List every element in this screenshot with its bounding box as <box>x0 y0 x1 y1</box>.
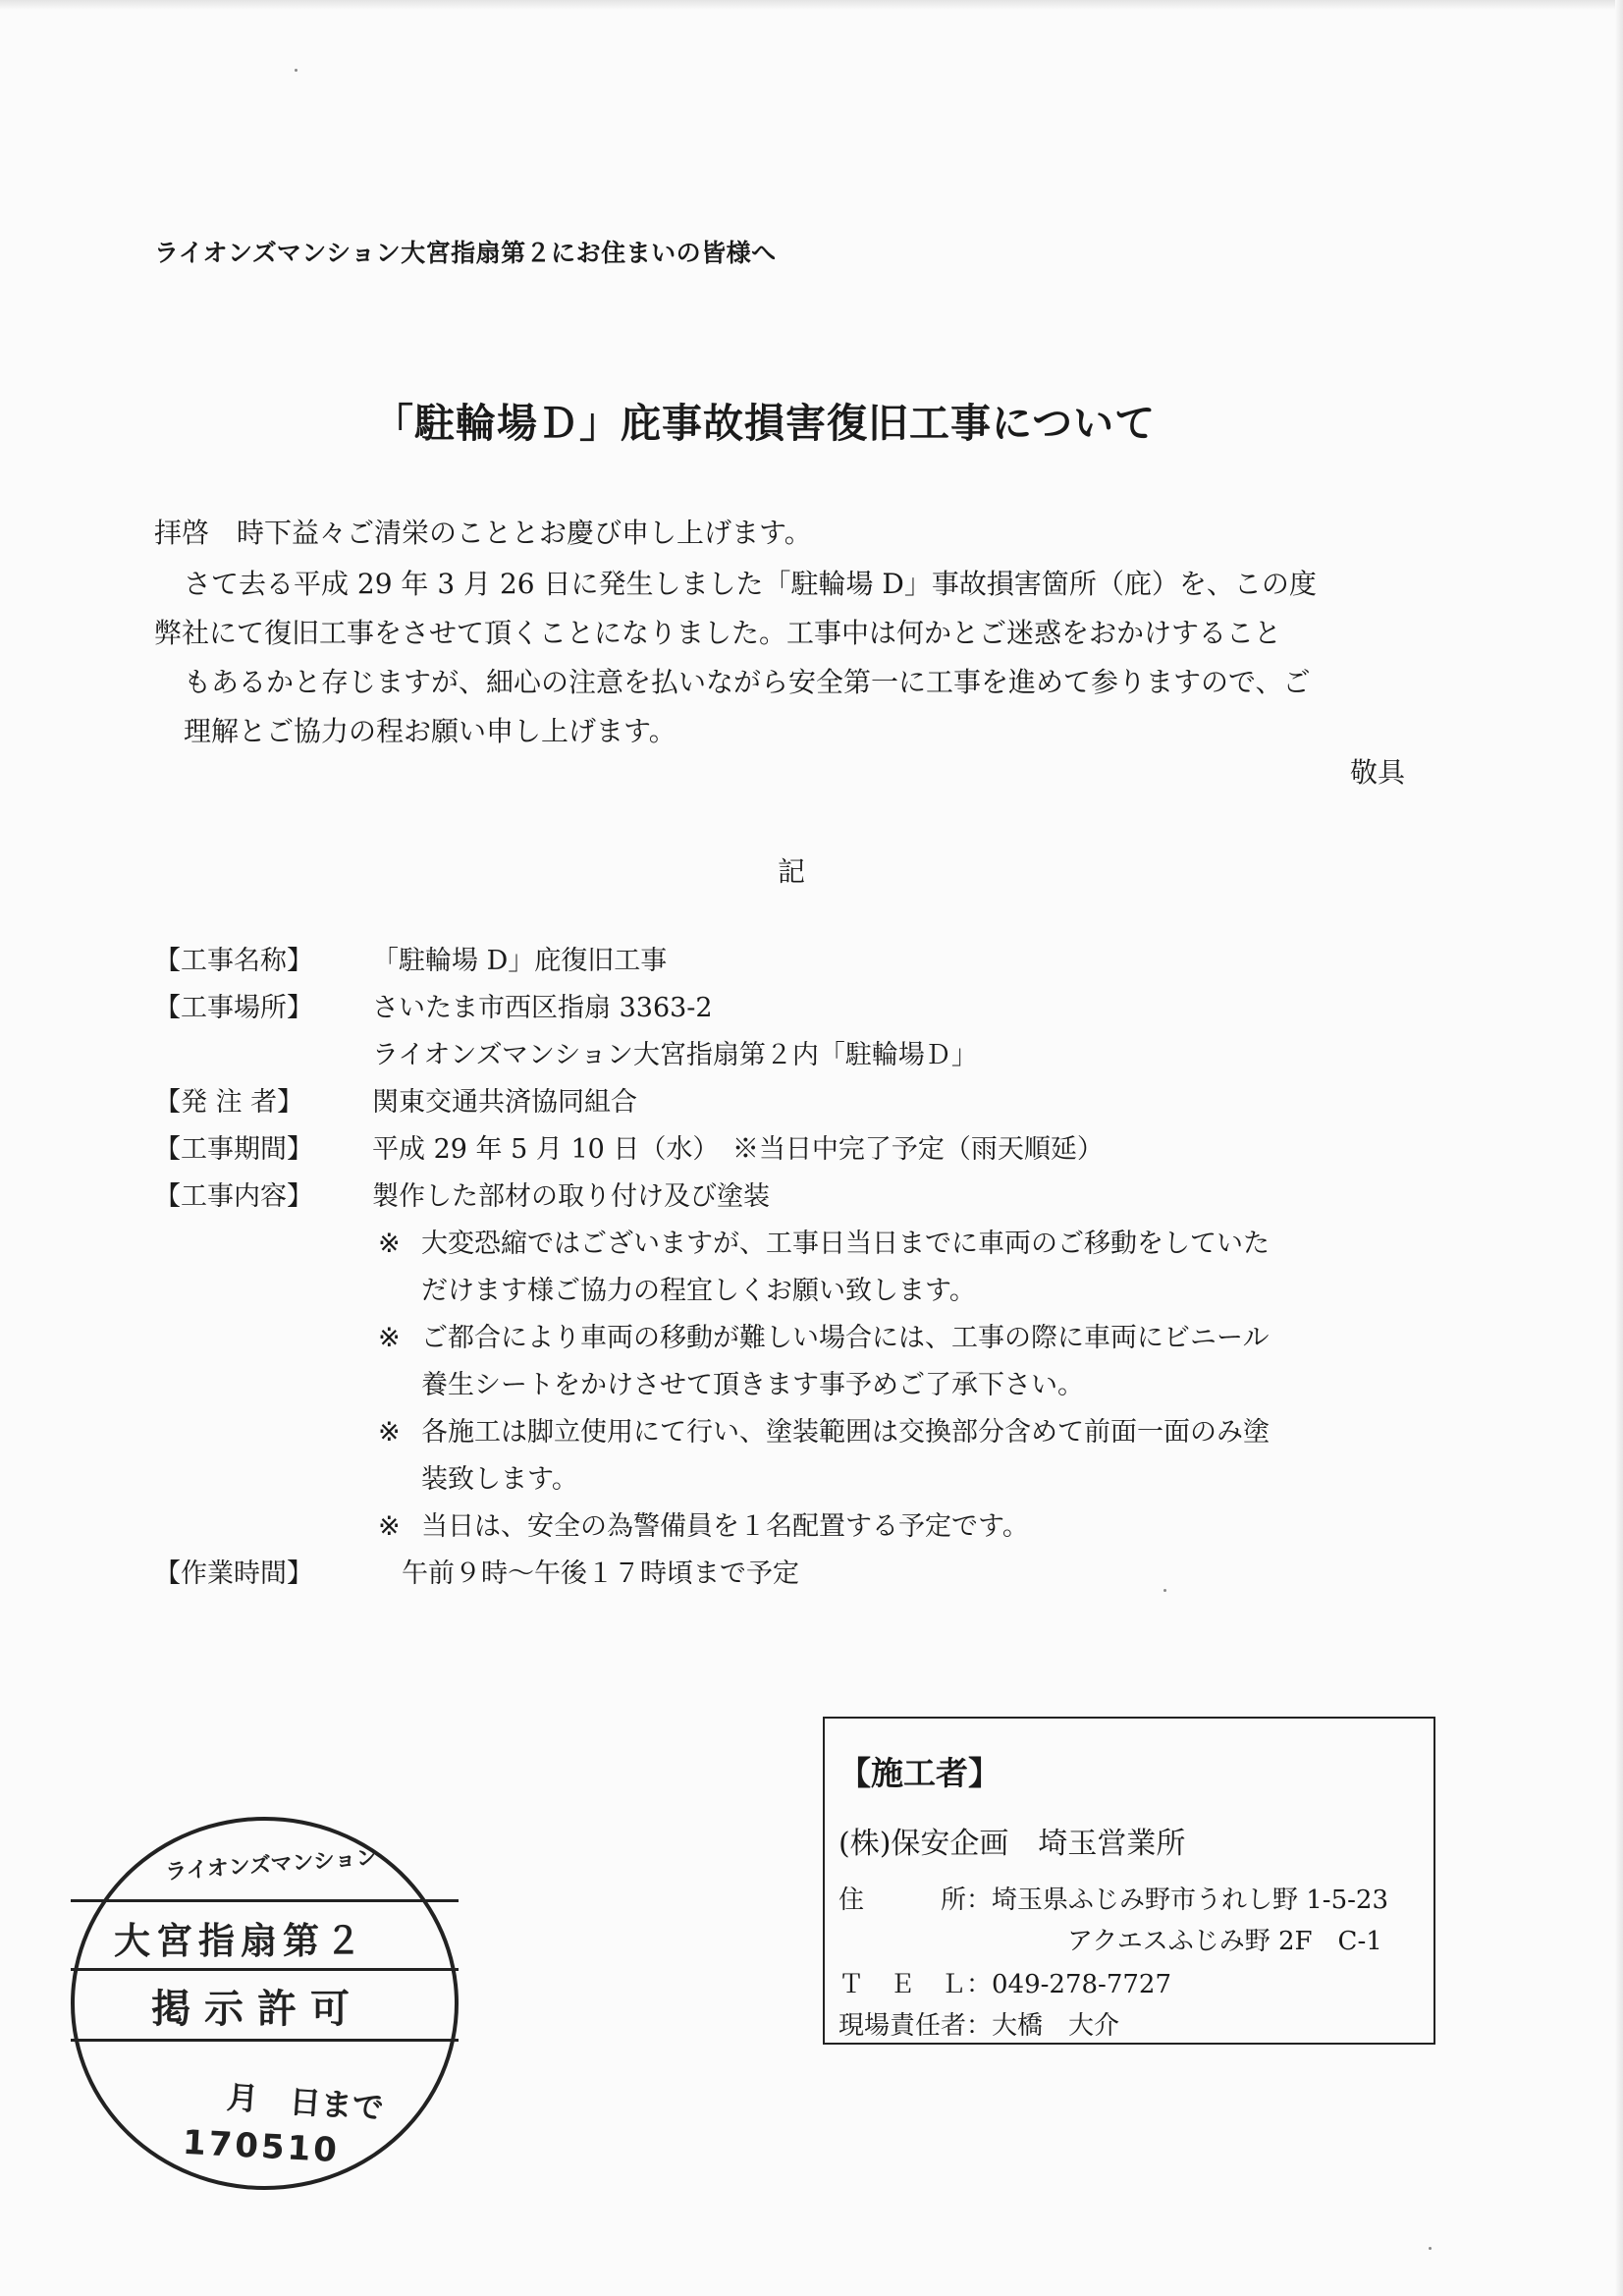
contractor-address-building: アクエスふじみ野 2F C-1 <box>1067 1927 1382 1956</box>
stamp-divider <box>71 1968 459 1971</box>
detail-value: ライオンズマンション大宮指扇第２内「駐輪場Ｄ」 <box>372 1040 978 1070</box>
detail-value: 製作した部材の取り付け及び塗装 <box>372 1181 770 1212</box>
paragraph-line: もあるかと存じますが、細心の注意を払いながら安全第一に工事を進めて参りますので、ご <box>184 666 1311 698</box>
detail-row-client <box>154 1079 1470 1126</box>
scan-speck <box>1429 2247 1432 2250</box>
detail-label: 【工事期間】 <box>154 1134 313 1165</box>
note-line: 各施工は脚立使用にて行い、塗装範囲は交換部分含めて前面一面のみ塗 <box>421 1417 1270 1448</box>
note-line: 大変恐縮ではございますが、工事日当日までに車両のご移動をしていた <box>421 1229 1270 1259</box>
page-right-edge <box>1615 0 1623 2296</box>
contractor-heading: 【施工者】 <box>839 1754 1001 1792</box>
contractor-tel: Ｔ Ｅ Ｌ：049-278-7727 <box>839 1970 1171 1999</box>
note-item <box>378 1409 1470 1503</box>
detail-value: 午前９時～午後１７時頃まで予定 <box>402 1558 799 1589</box>
note-mark: ※ <box>378 1229 401 1259</box>
note-item <box>378 1315 1470 1409</box>
contractor-manager: 現場責任者：大橋 大介 <box>839 2011 1120 2041</box>
page-title: 「駐輪場Ｄ」庇事故損害復旧工事について <box>373 400 1157 447</box>
note-mark: ※ <box>378 1323 401 1353</box>
note-line: 養生シートをかけさせて頂きます事予めご了承下さい。 <box>421 1370 1084 1400</box>
main-paragraph <box>154 560 1440 756</box>
stamp-permit: 掲示許可 <box>151 1987 363 2032</box>
note-line: 装致します。 <box>421 1464 578 1495</box>
detail-label: 【工事場所】 <box>154 993 313 1023</box>
paragraph-line: 弊社にて復旧工事をさせて頂くことになりました。工事中は何かとご迷惑をおかけすること <box>154 617 1282 649</box>
recipient-line: ライオンズマンション大宮指扇第２にお住まいの皆様へ <box>154 239 777 267</box>
approval-stamp <box>71 1817 459 2190</box>
stamp-arc-text: ライオンズマンション <box>164 1845 379 1886</box>
detail-row-name <box>154 938 1470 985</box>
detail-row-content <box>154 1174 1470 1221</box>
detail-value: 平成 29 年 5 月 10 日（水） ※当日中完了予定（雨天順延） <box>372 1134 1104 1165</box>
work-details <box>154 938 1470 1598</box>
detail-label: 【工事名称】 <box>154 946 313 976</box>
detail-row-place <box>154 985 1470 1032</box>
note-line: ご都合により車両の移動が難しい場合には、工事の際に車両にビニール <box>421 1323 1270 1353</box>
note-item <box>378 1221 1470 1315</box>
note-line: 当日は、安全の為警備員を１名配置する予定です。 <box>421 1511 1029 1542</box>
contractor-box <box>823 1717 1435 2045</box>
detail-value: 「駐輪場 D」庇復旧工事 <box>372 946 668 976</box>
stamp-divider <box>71 1899 459 1902</box>
note-line: だけます様ご協力の程宜しくお願い致します。 <box>421 1276 976 1306</box>
page-top-edge <box>0 0 1623 10</box>
stamp-divider <box>71 2039 459 2042</box>
paragraph-line: 理解とご協力の程お願い申し上げます。 <box>184 715 676 747</box>
stamp-until: 月 日まで <box>225 2078 386 2127</box>
note-mark: ※ <box>378 1511 401 1542</box>
note-item <box>378 1503 1470 1551</box>
contractor-address: 住 所：埼玉県ふじみ野市うれし野 1-5-23 <box>839 1886 1389 1915</box>
detail-row-period <box>154 1126 1470 1174</box>
stamp-date: 170510 <box>182 2122 341 2171</box>
ki-heading: 記 <box>778 855 806 888</box>
scan-speck <box>295 69 298 72</box>
greeting: 拝啓 時下益々ご清栄のこととお慶び申し上げます。 <box>154 517 812 549</box>
paragraph-line: さて去る平成 29 年 3 月 26 日に発生しました「駐輪場 D」事故損害箇所（庇）を、この度 <box>184 568 1317 600</box>
detail-label: 【工事内容】 <box>154 1181 313 1212</box>
detail-row-place-cont <box>154 1032 1470 1079</box>
detail-value: 関東交通共済協同組合 <box>372 1087 637 1118</box>
detail-value: さいたま市西区指扇 3363-2 <box>372 993 713 1023</box>
closing-keigu: 敬具 <box>1349 756 1405 789</box>
detail-label: 【発 注 者】 <box>154 1087 304 1118</box>
note-mark: ※ <box>378 1417 401 1448</box>
detail-label: 【作業時間】 <box>154 1558 313 1589</box>
stamp-building-name: 大宮指扇第２ <box>114 1920 367 1962</box>
detail-row-hours <box>154 1551 1470 1598</box>
contractor-company: (株)保安企画 埼玉営業所 <box>839 1827 1186 1861</box>
